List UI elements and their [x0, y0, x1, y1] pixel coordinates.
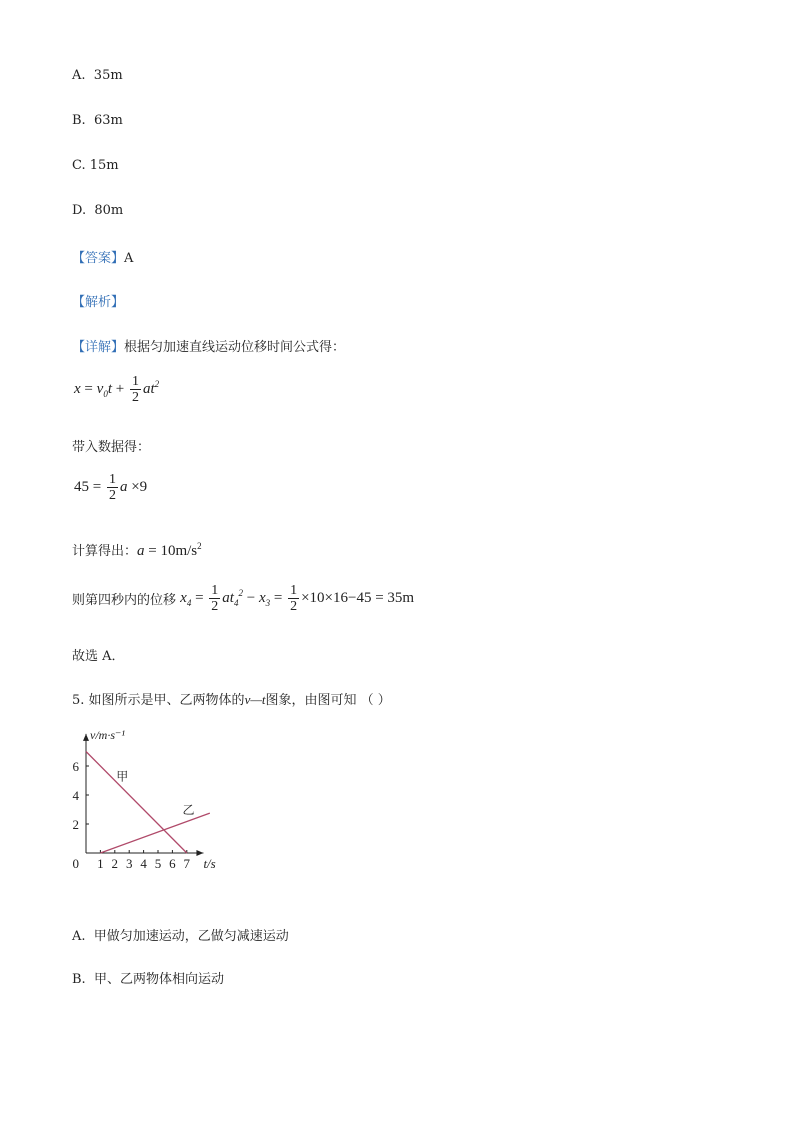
detail-tag: 【详解】 — [72, 340, 125, 355]
option-a — [72, 68, 123, 83]
series-line-2 — [100, 813, 209, 853]
option-c — [72, 158, 119, 173]
fourth-second-line — [72, 583, 414, 614]
option-text: 63m — [93, 113, 123, 128]
formula-acceleration: $a = 10m/s^2$ — [137, 541, 202, 559]
question-number: 5. — [72, 693, 85, 708]
option-d — [72, 203, 123, 218]
analysis-tag: 【解析】 — [72, 295, 125, 310]
option-b — [72, 113, 123, 128]
x-tick-label: 5 — [154, 856, 162, 871]
x-tick-label: 4 — [140, 856, 147, 871]
origin-label: 0 — [72, 856, 79, 871]
x-axis-arrow — [196, 850, 203, 856]
conclusion: 故选 A． — [72, 649, 125, 664]
x-axis-label: t/s — [203, 856, 216, 871]
y-tick-label: 6 — [72, 759, 79, 774]
option-letter: B. — [72, 113, 86, 128]
option-letter: A. — [72, 68, 86, 83]
option-letter: C. — [72, 158, 86, 173]
question-text-before: 如图所示是甲、乙两物体的 — [88, 693, 245, 708]
y-axis-arrow — [83, 734, 89, 741]
x-tick-label: 6 — [169, 856, 176, 871]
detail-text: 根据匀加速直线运动位移时间公式得： — [124, 340, 346, 355]
compute-label: 计算得出： — [72, 544, 138, 559]
formula-fourth-second: $x_4$ = $\frac{1}{2}$ $at_4^2 - x_3$ = $\frac{1}{2}$ ×10×16−45 = 35m — [180, 583, 415, 614]
option-text: 甲、乙两物体相向运动 — [93, 972, 224, 987]
chart-ticks — [73, 759, 191, 871]
formula-substitution: 45 = $\frac{1}{2}$ a ×9 — [74, 472, 148, 503]
vt-chart — [66, 728, 226, 878]
x-tick-label: 3 — [125, 856, 133, 871]
detail-line — [72, 336, 345, 355]
x-tick-label: 7 — [183, 856, 191, 871]
option-text: 80m — [94, 203, 124, 218]
option-letter: A. — [72, 929, 86, 944]
option-text: 35m — [93, 68, 123, 83]
option-text: 甲做匀加速运动，乙做匀减速运动 — [93, 929, 289, 944]
series-line-1 — [86, 752, 187, 854]
series-label-yi: 乙 — [182, 802, 195, 817]
y-tick-label: 4 — [72, 788, 79, 803]
analysis-line — [72, 291, 124, 310]
fourth-second-label: 则第四秒内的位移 — [72, 593, 177, 608]
answer-line — [72, 247, 133, 266]
option-letter: D. — [72, 203, 87, 218]
answer-value: A — [124, 251, 134, 266]
y-axis-label: v/m·s⁻¹ — [90, 728, 125, 742]
y-tick-label: 2 — [72, 817, 79, 832]
substitute-label: 带入数据得： — [72, 440, 151, 455]
formula-displacement: $x = v_0t$ + $\frac{1}{2}$ $at^2$ — [74, 374, 160, 405]
x-tick-label: 2 — [111, 856, 119, 871]
option-5b — [72, 968, 224, 987]
x-tick-label: 1 — [97, 856, 104, 871]
compute-line — [72, 540, 202, 560]
question-text-after: 图象，由图可知 （ ） — [265, 693, 391, 708]
option-letter: B. — [72, 972, 86, 987]
option-5a — [72, 925, 289, 944]
question-5 — [72, 689, 391, 708]
question-vt: v—t — [244, 692, 266, 707]
series-label-jia: 甲 — [116, 769, 129, 784]
answer-tag: 【答案】 — [72, 251, 125, 266]
option-text: 15m — [89, 158, 119, 173]
